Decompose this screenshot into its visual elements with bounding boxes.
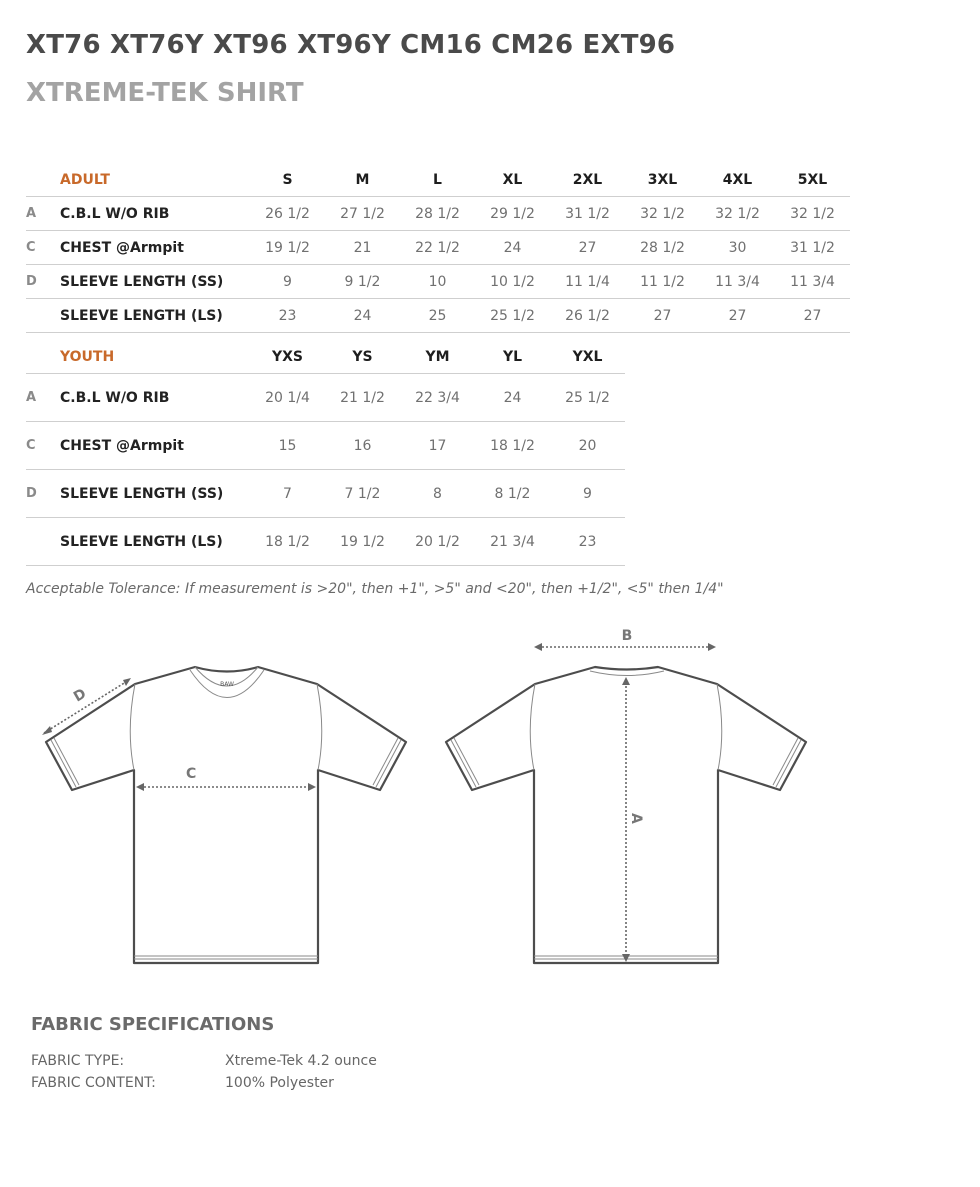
measure-value: 7 bbox=[250, 470, 325, 518]
measure-letter: C bbox=[26, 231, 60, 265]
measure-d-label: D bbox=[71, 685, 90, 706]
measure-value: 15 bbox=[250, 422, 325, 470]
youth-section-label: YOUTH bbox=[60, 348, 115, 365]
measure-name: SLEEVE LENGTH (SS) bbox=[60, 470, 250, 518]
measure-value: 28 1/2 bbox=[625, 231, 700, 265]
measure-value: 27 1/2 bbox=[325, 197, 400, 231]
measure-value: 32 1/2 bbox=[775, 197, 850, 231]
measure-letter: C bbox=[26, 422, 60, 470]
measure-b-label: B bbox=[621, 628, 633, 644]
fabric-specs-title: FABRIC SPECIFICATIONS bbox=[31, 1014, 275, 1035]
measure-c-label: C bbox=[186, 766, 197, 782]
size-header: 4XL bbox=[722, 171, 753, 188]
measure-value: 28 1/2 bbox=[400, 197, 475, 231]
measure-value: 17 bbox=[400, 422, 475, 470]
page-title: XT76 XT76Y XT96 XT96Y CM16 CM26 EXT96 bbox=[26, 30, 676, 60]
size-header: 3XL bbox=[647, 171, 678, 188]
measure-name: CHEST @Armpit bbox=[60, 231, 250, 265]
size-header: YL bbox=[502, 348, 523, 365]
measure-value: 21 3/4 bbox=[475, 518, 550, 566]
fabric-content-value: 100% Polyester bbox=[225, 1075, 334, 1091]
measure-value: 20 1/4 bbox=[250, 374, 325, 422]
measure-value: 27 bbox=[625, 299, 700, 333]
measure-value: 9 bbox=[550, 470, 625, 518]
size-header: M bbox=[355, 171, 370, 188]
measure-value: 19 1/2 bbox=[325, 518, 400, 566]
measure-value: 27 bbox=[775, 299, 850, 333]
measure-value: 20 bbox=[550, 422, 625, 470]
measure-value: 23 bbox=[250, 299, 325, 333]
fabric-type-row bbox=[31, 1053, 377, 1069]
measure-value: 25 bbox=[400, 299, 475, 333]
measure-value: 32 1/2 bbox=[700, 197, 775, 231]
size-header: YXS bbox=[271, 348, 303, 365]
measure-letter bbox=[26, 518, 60, 566]
measure-value: 22 3/4 bbox=[400, 374, 475, 422]
measure-name: C.B.L W/O RIB bbox=[60, 374, 250, 422]
measure-value: 11 3/4 bbox=[700, 265, 775, 299]
table-row bbox=[26, 518, 625, 566]
measure-name: SLEEVE LENGTH (LS) bbox=[60, 518, 250, 566]
measure-value: 18 1/2 bbox=[475, 422, 550, 470]
measure-value: 26 1/2 bbox=[250, 197, 325, 231]
measure-letter: D bbox=[26, 470, 60, 518]
measure-value: 31 1/2 bbox=[775, 231, 850, 265]
size-header: YXL bbox=[572, 348, 603, 365]
measure-value: 25 1/2 bbox=[475, 299, 550, 333]
measure-name: C.B.L W/O RIB bbox=[60, 197, 250, 231]
measure-value: 8 1/2 bbox=[475, 470, 550, 518]
measure-name: CHEST @Armpit bbox=[60, 422, 250, 470]
measure-value: 31 1/2 bbox=[550, 197, 625, 231]
size-header: XL bbox=[502, 171, 523, 188]
measure-value: 16 bbox=[325, 422, 400, 470]
measure-value: 8 bbox=[400, 470, 475, 518]
adult-section-label: ADULT bbox=[60, 171, 110, 188]
table-row bbox=[26, 231, 850, 265]
measure-value: 20 1/2 bbox=[400, 518, 475, 566]
measure-value: 9 bbox=[250, 265, 325, 299]
measure-value: 27 bbox=[700, 299, 775, 333]
measure-letter: D bbox=[26, 265, 60, 299]
adult-header-row bbox=[26, 163, 850, 197]
fabric-type-key: FABRIC TYPE: bbox=[31, 1053, 125, 1069]
size-header: 5XL bbox=[797, 171, 828, 188]
shirt-back-diagram bbox=[430, 620, 820, 980]
measure-value: 11 3/4 bbox=[775, 265, 850, 299]
header-spacer bbox=[26, 163, 60, 197]
neck-tag-text: BAW bbox=[220, 681, 234, 688]
table-row bbox=[26, 265, 850, 299]
size-header: L bbox=[433, 171, 442, 188]
fabric-content-key: FABRIC CONTENT: bbox=[31, 1075, 156, 1091]
measure-value: 11 1/2 bbox=[625, 265, 700, 299]
measure-value: 22 1/2 bbox=[400, 231, 475, 265]
product-name: XTREME-TEK SHIRT bbox=[26, 78, 304, 108]
measure-value: 26 1/2 bbox=[550, 299, 625, 333]
measure-value: 18 1/2 bbox=[250, 518, 325, 566]
size-header: YS bbox=[352, 348, 373, 365]
youth-size-table bbox=[26, 340, 625, 566]
measure-value: 10 bbox=[400, 265, 475, 299]
measure-value: 24 bbox=[475, 374, 550, 422]
measure-value: 24 bbox=[475, 231, 550, 265]
measure-value: 24 bbox=[325, 299, 400, 333]
measure-letter bbox=[26, 299, 60, 333]
measure-value: 19 1/2 bbox=[250, 231, 325, 265]
table-row bbox=[26, 374, 625, 422]
table-row bbox=[26, 299, 850, 333]
measure-value: 11 1/4 bbox=[550, 265, 625, 299]
measure-value: 9 1/2 bbox=[325, 265, 400, 299]
youth-header-row bbox=[26, 340, 625, 374]
measure-letter: A bbox=[26, 197, 60, 231]
measure-name: SLEEVE LENGTH (LS) bbox=[60, 299, 250, 333]
measure-a-label: A bbox=[628, 813, 644, 824]
measure-value: 21 1/2 bbox=[325, 374, 400, 422]
shirt-front-diagram bbox=[30, 620, 420, 980]
size-header: S bbox=[282, 171, 293, 188]
fabric-content-row bbox=[31, 1075, 334, 1091]
measure-value: 27 bbox=[550, 231, 625, 265]
size-header: YM bbox=[425, 348, 450, 365]
measure-value: 21 bbox=[325, 231, 400, 265]
measure-name: SLEEVE LENGTH (SS) bbox=[60, 265, 250, 299]
table-row bbox=[26, 197, 850, 231]
measure-value: 25 1/2 bbox=[550, 374, 625, 422]
measure-value: 29 1/2 bbox=[475, 197, 550, 231]
measure-value: 30 bbox=[700, 231, 775, 265]
tolerance-note: Acceptable Tolerance: If measurement is >20", then +1", >5" and <20", then +1/2", <5" then 1/4" bbox=[26, 581, 724, 597]
size-header: 2XL bbox=[572, 171, 603, 188]
shirt-front-outline bbox=[46, 667, 406, 963]
table-row bbox=[26, 470, 625, 518]
table-row bbox=[26, 422, 625, 470]
measure-value: 32 1/2 bbox=[625, 197, 700, 231]
measure-letter: A bbox=[26, 374, 60, 422]
measure-value: 10 1/2 bbox=[475, 265, 550, 299]
adult-size-table bbox=[26, 163, 850, 333]
header-spacer bbox=[26, 340, 60, 374]
measure-value: 23 bbox=[550, 518, 625, 566]
measure-value: 7 1/2 bbox=[325, 470, 400, 518]
fabric-type-value: Xtreme-Tek 4.2 ounce bbox=[225, 1053, 377, 1069]
